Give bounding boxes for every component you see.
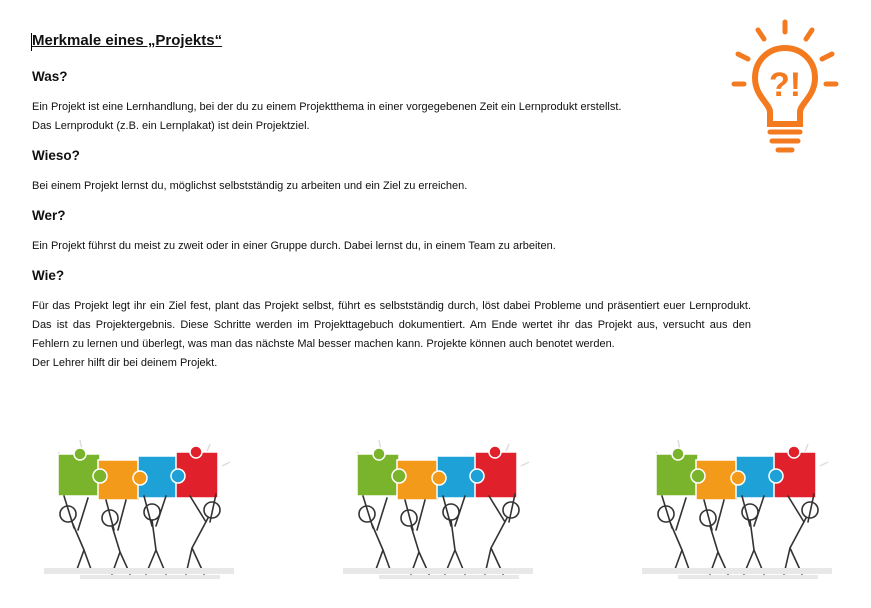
team-puzzle-illustration — [339, 432, 539, 582]
heading-wer: Wer? — [32, 208, 66, 223]
paragraph-line: Ein Projekt ist eine Lernhandlung, bei der du zu einem Projektthema in einer vorgegebenen Zeit ein Lernprodukt erstellst. — [32, 101, 622, 113]
paragraph-last-line: Der Lehrer hilft dir bei deinem Projekt. — [32, 357, 218, 369]
lightbulb-icon — [728, 18, 844, 158]
paragraph-line: Ein Projekt führst du meist zu zweit oder in einer Gruppe durch. Dabei lernst du, in einem Team zu arbeiten. — [32, 240, 556, 252]
paragraph-line: Bei einem Projekt lernst du, möglichst selbstständig zu arbeiten und ein Ziel zu erreichen. — [32, 180, 468, 192]
heading-wie: Wie? — [32, 268, 65, 283]
heading-wieso: Wieso? — [32, 148, 80, 163]
paragraph-line: Das Lernprodukt (z.B. ein Lernplakat) ist dein Projektziel. — [32, 120, 310, 132]
paragraph-body: Für das Projekt legt ihr ein Ziel fest, plant das Projekt selbst, führt es selbstständig durch, löst dabei Probleme und präsentiert euer Lernprodukt. Das ist das Projektergebnis. Diese Schritte werden im Projekttagebuch dokumentiert. Am Ende wertet ihr das Projekt aus, versucht aus den Fehlern zu lernen und überlegt, was man das nächste Mal besser machen kann. Projekte können auch benotet werden. — [32, 300, 751, 350]
team-puzzle-illustration — [638, 432, 838, 582]
heading-was: Was? — [32, 69, 68, 84]
paragraph-wieso — [32, 177, 751, 196]
paragraph-wer — [32, 237, 751, 256]
paragraph-was — [32, 98, 751, 136]
paragraph-wie — [32, 297, 751, 373]
bulb-glyphs: ?! — [768, 66, 802, 104]
team-puzzle-illustration — [40, 432, 240, 582]
page-title: Merkmale eines „Projekts“ — [32, 32, 223, 49]
